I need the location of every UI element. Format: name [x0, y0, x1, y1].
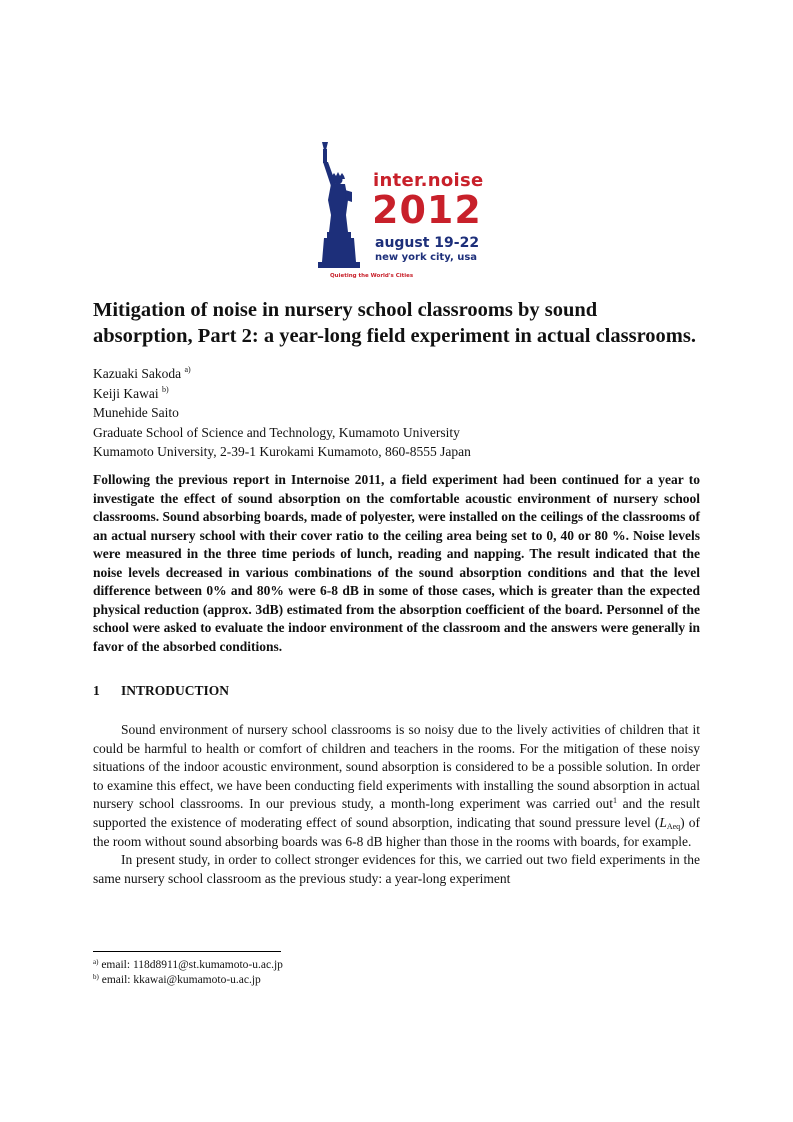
paragraph — [93, 721, 700, 851]
symbol-L: L — [659, 814, 667, 830]
symbol-subscript: Aeq — [666, 821, 681, 831]
author-affiliation-mark: b) — [161, 384, 169, 394]
logo-dates: august 19-22 — [375, 235, 480, 251]
paper-title-line-1: Mitigation of noise in nursery school classrooms by sound — [93, 299, 598, 321]
paragraph-text: ) of the room without sound absorbing boards was 6-8 dB higher than those in the rooms with boards, for example. — [93, 814, 700, 849]
footnote-a — [93, 958, 283, 973]
footnote-b — [93, 973, 283, 988]
logo-brand: inter.noise — [373, 170, 484, 191]
author-block — [93, 364, 471, 462]
introduction-body — [93, 721, 700, 888]
author-name: Keiji Kawai — [93, 385, 159, 401]
section-title: INTRODUCTION — [121, 683, 230, 698]
conference-logo — [312, 140, 492, 290]
affiliation-line-1: Graduate School of Science and Technology, Kumamoto University — [93, 424, 460, 440]
citation-ref: 1 — [613, 796, 618, 806]
abstract: Following the previous report in Internoise 2011, a field experiment had been continued for a year to investigate the effect of sound absorption on the comfortable acoustic environment of nursery school classrooms. Sound absorbing boards, made of polyester, were installed on the ceilings of the classrooms of an actual nursery school with their cover ratio to the ceiling area being set to 0, 40 or 80 %. Noise levels were measured in the three time periods of lunch, reading and napping. The result indicated that the noise levels decreased in various combinations of the sound absorption conditions and that the level difference between 0% and 80% were 6-8 dB in some of those cases, which is greater than the expected physical reduction (approx. 3dB) estimated from the absorption coefficient of the board. Personnel of the school were asked to evaluate the indoor environment of the classroom and the answers were generally in favor of the absorbed conditions. — [93, 472, 700, 654]
paper-title — [93, 297, 713, 349]
author-name: Munehide Saito — [93, 405, 179, 420]
author-affiliation-mark: a) — [184, 365, 191, 374]
paragraph: In present study, in order to collect stronger evidences for this, we carried out two field experiments in the same nursery school classroom as the previous study: a year-long experiment — [93, 852, 700, 886]
paragraph-text: and the result supported the existence of moderating effect of sound absorption, indicating that sound pressure level ( — [93, 796, 700, 830]
paper-title-line-2: absorption, Part 2: a year-long field experiment in actual classrooms. — [93, 325, 696, 347]
section-number: 1 — [93, 683, 100, 698]
section-heading — [93, 683, 229, 699]
footnote-mark: a) — [93, 958, 99, 966]
author-2 — [93, 384, 471, 404]
footnotes — [93, 958, 283, 988]
logo-year: 2012 — [372, 188, 482, 232]
paragraph-text: Sound environment of nursery school classrooms is so noisy due to the lively activities of children that it could be harmful to health or comfort of children and teachers in the rooms. For the mitigation of these noisy situations of the indoor acoustic environment, sound absorption is considered to be a possible solution. In order to examine this effect, we have been conducting field experiments with installing the sound absorption in actual nursery school classrooms. In our previous study, a month-long experiment was carried out — [93, 722, 700, 812]
author-name: Kazuaki Sakoda — [93, 366, 182, 381]
logo-tagline: Quieting the World's Cities — [330, 273, 414, 279]
author-1 — [93, 364, 471, 384]
footnote-mark: b) — [93, 973, 99, 981]
affiliation-line-2: Kumamoto University, 2-39-1 Kurokami Kumamoto, 860-8555 Japan — [93, 444, 471, 459]
author-3 — [93, 403, 471, 423]
footnote-email: email: 118d8911@st.kumamoto-u.ac.jp — [98, 959, 283, 971]
footnote-rule — [93, 951, 281, 952]
footnote-email: email: kkawai@kumamoto-u.ac.jp — [98, 974, 261, 986]
logo-city: new york city, usa — [375, 252, 478, 263]
